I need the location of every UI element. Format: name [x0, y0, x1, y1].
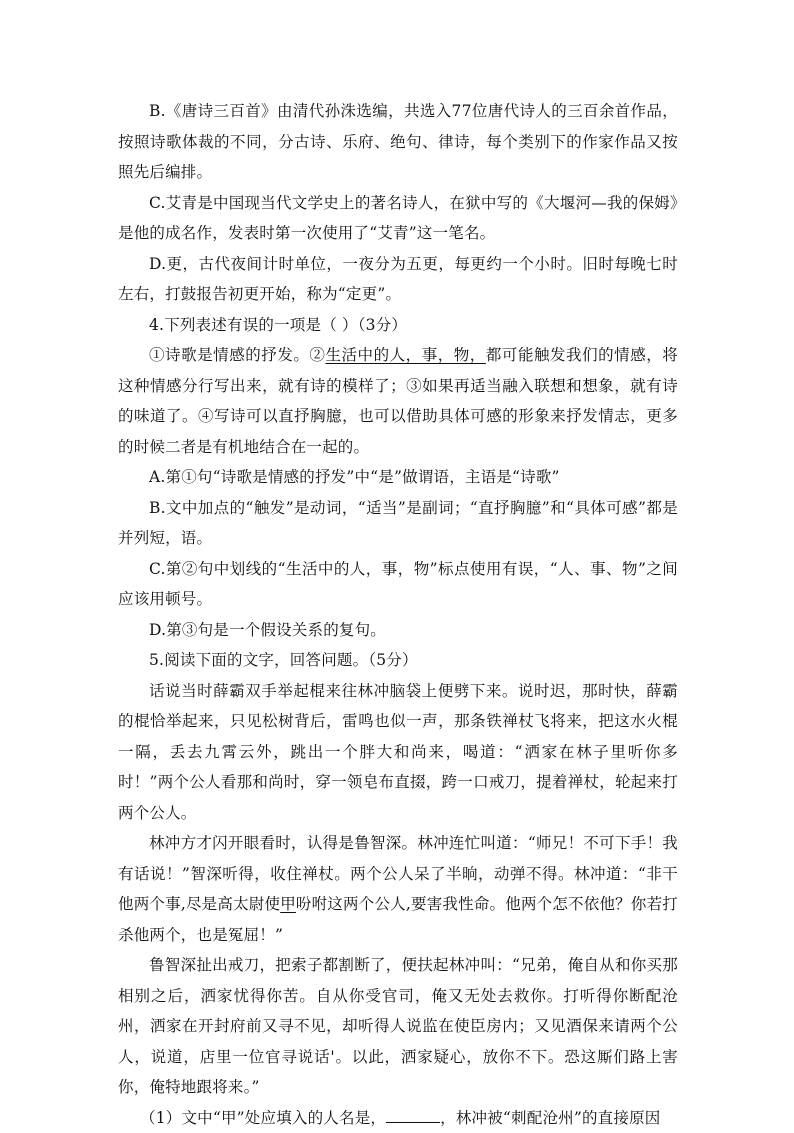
passage2-part2: 吩咐这两个公人,要害我性命。他两个怎不依他？你若打杀他两个，也是冤屈！”: [118, 895, 678, 944]
q3-option-d: D.更，古代夜间计时单位，一夜分为五更，每更约一个小时。旧时每晚七时左右，打鼓报告初更开始，称为“定更”。: [118, 249, 678, 310]
question-5-stem: 5.阅读下面的文字，回答问题。（5分）: [118, 645, 678, 676]
q4-text-part2: 都可能触发我们的情感，将这种情感分行写出来，就有诗的模样了；③如果再适当融入联想和想象，就有诗的味道了。④写诗可以直抒胸臆，也可以借助具体可感的形象来抒发情志，更多的时候二者是有机地结合在一起的。: [118, 346, 678, 456]
q4-option-b: B.文中加点的“触发”是动词，“适当”是副词；“直抒胸臆”和“具体可感”都是并列短，语。: [118, 493, 678, 554]
question-4-text: [118, 340, 678, 462]
q5-1-part2: ，林冲被“刺配沧州”的直接原因: [440, 1109, 660, 1127]
q4-option-c: C.第②句中划线的“生活中的人，事，物”标点使用有误，“人、事、物”之间应该用顿号。: [118, 554, 678, 615]
document-body: [118, 96, 678, 1133]
q4-option-d: D.第③句是一个假设关系的复句。: [118, 615, 678, 646]
passage2-part1: 林冲方才闪开眼看时，认得是鲁智深。林冲连忙叫道：“师兄！不可下手！我有话说！”智深听得，收住禅杖。两个公人呆了半晌，动弹不得。林冲道：“非干他两个事,尽是高太尉使: [118, 834, 678, 913]
q4-option-a: A.第①句“诗歌是情感的抒发”中“是”做谓语，主语是“诗歌”: [118, 462, 678, 493]
q5-1-part1: （1）文中“甲”处应填入的人名是，: [140, 1109, 386, 1127]
passage2-blank-jia: 甲: [280, 895, 296, 913]
passage-paragraph-2: [118, 828, 678, 950]
answer-blank[interactable]: [386, 1105, 440, 1123]
passage-paragraph-3: 鲁智深扯出戒刀，把索子都割断了，便扶起林冲叫：“兄弟，俺自从和你买那相别之后，洒家忧得你苦。自从你受官司，俺又无处去救你。打听得你断配沧州，洒家在开封府前又寻不见，却听得人说监在使臣房内；又见酒保来请两个公人，说道，店里一位官寻说话'。以此，洒家疑心，放你不下。恐这厮们路上害你，俺特地跟将来。”: [118, 950, 678, 1103]
q4-underlined-phrase: 生活中的人，事，物，: [325, 346, 485, 364]
passage-paragraph-1: 话说当时薛霸双手举起棍来往林冲脑袋上便劈下来。说时迟，那时快，薛霸的棍恰举起来，只见松树背后，雷鸣也似一声，那条铁禅杖飞将来，把这水火棍一隔，丢去九霄云外，跳出一个胖大和尚来，喝道：“洒家在林子里听你多时！”两个公人看那和尚时，穿一领皂布直掇，跨一口戒刀，提着禅杖，轮起来打两个公人。: [118, 676, 678, 829]
q4-text-part1: ①诗歌是情感的抒发。②: [149, 346, 325, 364]
question-4-stem: 4.下列表述有误的一项是（ ）（3分）: [118, 310, 678, 341]
q3-option-c: C.艾青是中国现当代文学史上的著名诗人，在狱中写的《大堰河—我的保姆》是他的成名作，发表时第一次使用了“艾青”这一笔名。: [118, 188, 678, 249]
question-5-sub-1: [118, 1103, 678, 1133]
q3-option-b: B.《唐诗三百首》由清代孙洙选编，共选入77位唐代诗人的三百余首作品，按照诗歌体裁的不同，分古诗、乐府、绝句、律诗，每个类别下的作家作品又按照先后编排。: [118, 96, 678, 188]
